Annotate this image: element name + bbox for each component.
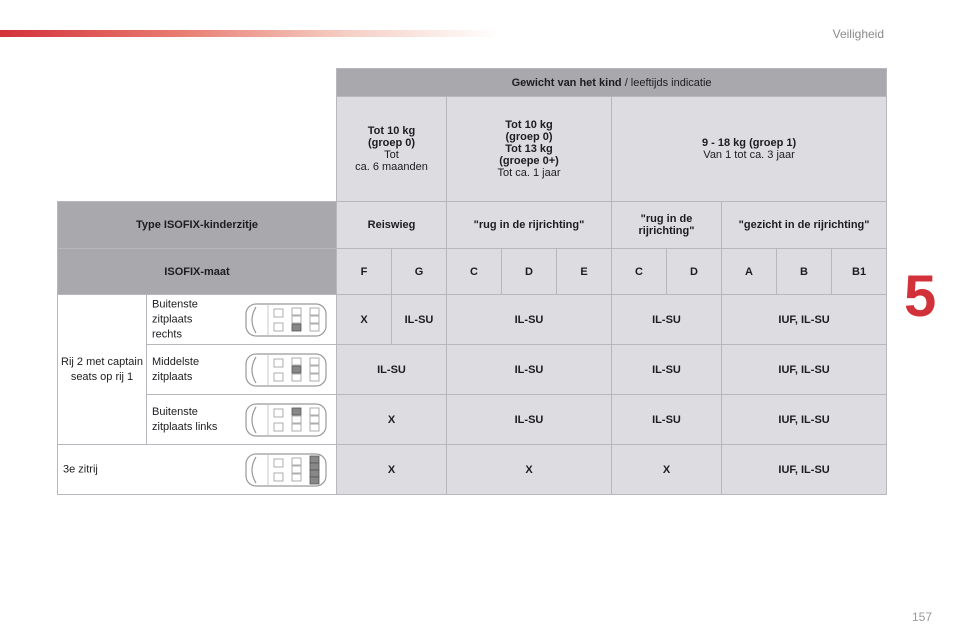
isofix-table bbox=[57, 68, 887, 495]
blank-corner bbox=[58, 69, 337, 97]
weight-header: Gewicht van het kind / leeftijds indicatie bbox=[337, 69, 887, 97]
car-seat-left-icon bbox=[244, 401, 328, 439]
size-cell: B bbox=[777, 249, 832, 295]
size-cell: C bbox=[612, 249, 667, 295]
row3-cell bbox=[58, 445, 337, 495]
seat-right-cell bbox=[147, 295, 337, 345]
group-0plus-cell: Tot 10 kg (groep 0) Tot 13 kg (groepe 0+) Tot ca. 1 jaar bbox=[447, 97, 612, 202]
value-cell: X bbox=[612, 445, 722, 495]
car-seat-middle-icon bbox=[244, 351, 328, 389]
type-rearward-0plus: "rug in de rijrichting" bbox=[447, 202, 612, 249]
size-cell: D bbox=[502, 249, 557, 295]
value-cell: X bbox=[337, 395, 447, 445]
seat-label: Buitenste zitplaats links bbox=[152, 405, 218, 433]
value-cell: X bbox=[337, 445, 447, 495]
seat-label: Middelste zitplaats bbox=[152, 355, 200, 383]
seat-left-cell bbox=[147, 395, 337, 445]
size-cell: C bbox=[447, 249, 502, 295]
value-cell: IL-SU bbox=[612, 345, 722, 395]
value-cell: IUF, IL-SU bbox=[722, 345, 887, 395]
blank-corner-2 bbox=[58, 97, 337, 202]
car-seat-right-icon bbox=[244, 301, 328, 339]
size-cell: G bbox=[392, 249, 447, 295]
type-forward: "gezicht in de rijrichting" bbox=[722, 202, 887, 249]
section-title: Veiligheid bbox=[832, 27, 884, 41]
seat-middle-cell bbox=[147, 345, 337, 395]
seat-label: Buitenste zitplaats rechts bbox=[152, 298, 198, 340]
value-cell: IL-SU bbox=[447, 295, 612, 345]
type-reiswieg: Reiswieg bbox=[337, 202, 447, 249]
value-cell: IL-SU bbox=[447, 345, 612, 395]
value-cell: IL-SU bbox=[447, 395, 612, 445]
chapter-number: 5 bbox=[904, 264, 937, 329]
value-cell: IUF, IL-SU bbox=[722, 295, 887, 345]
group-1-cell: 9 - 18 kg (groep 1) Van 1 tot ca. 3 jaar bbox=[612, 97, 887, 202]
row2-label: Rij 2 met captain seats op rij 1 bbox=[58, 295, 147, 445]
value-cell: IL-SU bbox=[337, 345, 447, 395]
size-label: ISOFIX-maat bbox=[58, 249, 337, 295]
seat-label: 3e zitrij bbox=[63, 463, 98, 475]
value-cell: IL-SU bbox=[392, 295, 447, 345]
size-cell: B1 bbox=[832, 249, 887, 295]
top-accent-bar bbox=[0, 30, 500, 37]
size-cell: D bbox=[667, 249, 722, 295]
size-cell: E bbox=[557, 249, 612, 295]
value-cell: X bbox=[447, 445, 612, 495]
value-cell: IUF, IL-SU bbox=[722, 395, 887, 445]
type-rearward-1: "rug in de rijrichting" bbox=[612, 202, 722, 249]
group-0-cell: Tot 10 kg (groep 0) Tot ca. 6 maanden bbox=[337, 97, 447, 202]
value-cell: IL-SU bbox=[612, 295, 722, 345]
car-row3-icon bbox=[244, 451, 328, 489]
value-cell: IUF, IL-SU bbox=[722, 445, 887, 495]
value-cell: X bbox=[337, 295, 392, 345]
size-cell: A bbox=[722, 249, 777, 295]
value-cell: IL-SU bbox=[612, 395, 722, 445]
size-cell: F bbox=[337, 249, 392, 295]
type-label: Type ISOFIX-kinderzitje bbox=[58, 202, 337, 249]
page-number: 157 bbox=[912, 610, 933, 624]
